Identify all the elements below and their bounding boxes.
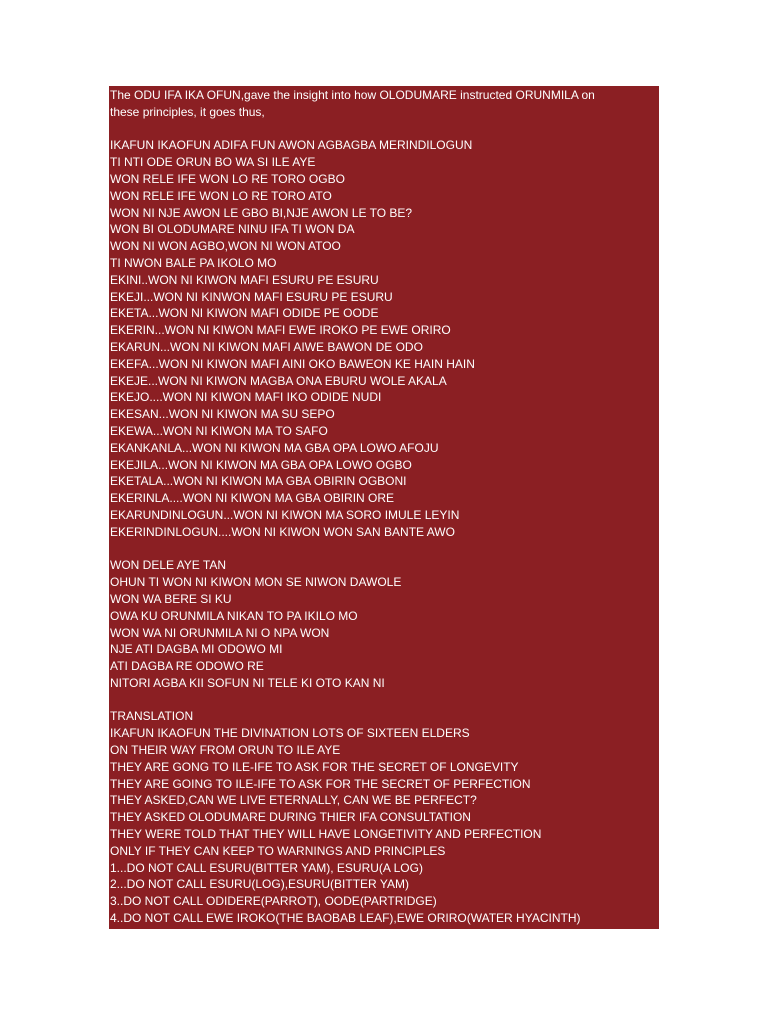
translation-line: THEY WERE TOLD THAT THEY WILL HAVE LONGETIVITY AND PERFECTION xyxy=(110,827,542,842)
intro-line: these principles, it goes thus, xyxy=(110,104,265,119)
verse-line: WON RELE IFE WON LO RE TORO OGBO xyxy=(110,171,345,186)
translation-line: THEY ASKED OLODUMARE DURING THIER IFA CONSULTATION xyxy=(110,810,471,825)
verse-line: EKEFA...WON NI KIWON MAFI AINI OKO BAWEON KE HAIN HAIN xyxy=(110,356,475,371)
verse-line: WON NI NJE AWON LE GBO BI,NJE AWON LE TO BE? xyxy=(110,205,413,220)
verse-line: EKERINLA....WON NI KIWON MA GBA OBIRIN ORE xyxy=(110,491,395,506)
yoruba-verse xyxy=(110,137,658,540)
translation-line: 2...DO NOT CALL ESURU(LOG),ESURU(BITTER YAM) xyxy=(110,877,409,892)
translation-line: 3..DO NOT CALL ODIDERE(PARROT), OODE(PARTRIDGE) xyxy=(110,894,437,909)
verse-line: WON WA BERE SI KU xyxy=(110,591,232,606)
translation-line: 1...DO NOT CALL ESURU(BITTER YAM), ESURU(A LOG) xyxy=(110,860,423,875)
verse-line: EKEJILA...WON NI KIWON MA GBA OPA LOWO OGBO xyxy=(110,457,412,472)
verse-line: EKESAN...WON NI KIWON MA SU SEPO xyxy=(110,407,335,422)
paragraph-spacer xyxy=(110,121,658,138)
verse-line: EKETA...WON NI KIWON MAFI ODIDE PE OODE xyxy=(110,306,379,321)
verse-line: EKERINDINLOGUN....WON NI KIWON WON SAN BANTE AWO xyxy=(110,524,455,539)
verse-line: EKEJI...WON NI KINWON MAFI ESURU PE ESURU xyxy=(110,289,393,304)
translation-line: ONLY IF THEY CAN KEEP TO WARNINGS AND PRINCIPLES xyxy=(110,843,446,858)
intro-paragraph xyxy=(110,87,658,121)
verse-line: EKARUN...WON NI KIWON MAFI AIWE BAWON DE ODO xyxy=(110,339,423,354)
yoruba-verse-continued xyxy=(110,557,658,691)
document-text xyxy=(110,87,658,927)
translation-line: IKAFUN IKAOFUN THE DIVINATION LOTS OF SIXTEEN ELDERS xyxy=(110,726,470,741)
verse-line: WON RELE IFE WON LO RE TORO ATO xyxy=(110,188,332,203)
translation-line: THEY ARE GONG TO ILE-IFE TO ASK FOR THE SECRET OF LONGEVITY xyxy=(110,759,519,774)
translation-line: 4..DO NOT CALL EWE IROKO(THE BAOBAB LEAF),EWE ORIRO(WATER HYACINTH) xyxy=(110,911,581,926)
verse-line: NITORI AGBA KII SOFUN NI TELE KI OTO KAN NI xyxy=(110,675,385,690)
verse-line: IKAFUN IKAOFUN ADIFA FUN AWON AGBAGBA MERINDILOGUN xyxy=(110,138,473,153)
verse-line: EKINI..WON NI KIWON MAFI ESURU PE ESURU xyxy=(110,272,379,287)
verse-line: WON BI OLODUMARE NINU IFA TI WON DA xyxy=(110,222,355,237)
verse-line: EKERIN...WON NI KIWON MAFI EWE IROKO PE EWE ORIRO xyxy=(110,323,451,338)
verse-line: ATI DAGBA RE ODOWO RE xyxy=(110,659,264,674)
translation-line: ON THEIR WAY FROM ORUN TO ILE AYE xyxy=(110,743,341,758)
translation-line: THEY ARE GOING TO ILE-IFE TO ASK FOR THE SECRET OF PERFECTION xyxy=(110,776,531,791)
verse-line: WON NI WON AGBO,WON NI WON ATOO xyxy=(110,239,341,254)
verse-line: NJE ATI DAGBA MI ODOWO MI xyxy=(110,642,283,657)
verse-line: OWA KU ORUNMILA NIKAN TO PA IKILO MO xyxy=(110,608,358,623)
verse-line: EKETALA...WON NI KIWON MA GBA OBIRIN OGBONI xyxy=(110,474,407,489)
translation-section xyxy=(110,708,658,926)
intro-line: The ODU IFA IKA OFUN,gave the insight into how OLODUMARE instructed ORUNMILA on xyxy=(110,88,595,102)
verse-line: WON WA NI ORUNMILA NI O NPA WON xyxy=(110,625,330,640)
translation-heading: TRANSLATION xyxy=(110,709,194,724)
paragraph-spacer xyxy=(110,541,658,558)
verse-line: TI NWON BALE PA IKOLO MO xyxy=(110,255,277,270)
verse-line: EKEWA...WON NI KIWON MA TO SAFO xyxy=(110,423,328,438)
verse-line: EKEJO....WON NI KIWON MAFI IKO ODIDE NUDI xyxy=(110,390,382,405)
verse-line: TI NTI ODE ORUN BO WA SI ILE AYE xyxy=(110,155,316,170)
verse-line: EKEJE...WON NI KIWON MAGBA ONA EBURU WOLE AKALA xyxy=(110,373,447,388)
verse-line: EKANKANLA...WON NI KIWON MA GBA OPA LOWO AFOJU xyxy=(110,440,439,455)
translation-line: THEY ASKED,CAN WE LIVE ETERNALLY, CAN WE BE PERFECT? xyxy=(110,793,477,808)
verse-line: WON DELE AYE TAN xyxy=(110,558,227,573)
verse-line: OHUN TI WON NI KIWON MON SE NIWON DAWOLE xyxy=(110,575,402,590)
paragraph-spacer xyxy=(110,692,658,709)
verse-line: EKARUNDINLOGUN...WON NI KIWON MA SORO IMULE LEYIN xyxy=(110,507,460,522)
